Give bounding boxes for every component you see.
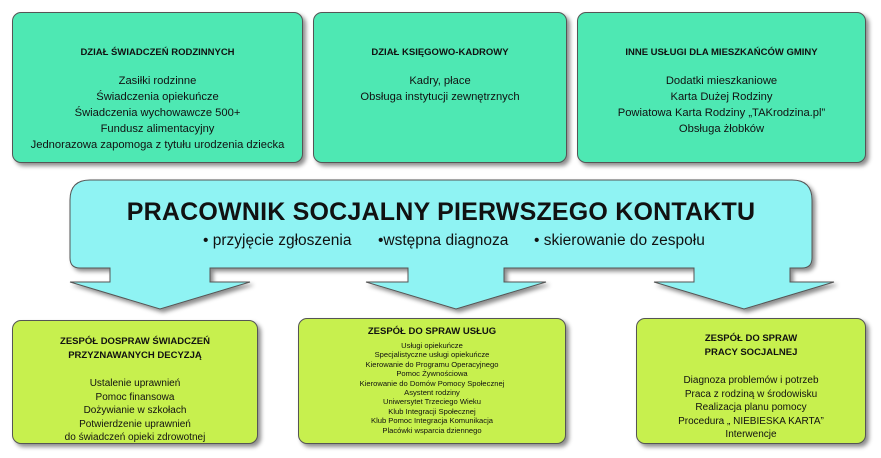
list-item: Realizacja planu pomocy: [695, 402, 807, 413]
services-team-box: [298, 318, 566, 444]
list-item: Potwierdzenie uprawnień: [79, 418, 191, 430]
list-item: Usługi opiekuńcze: [401, 341, 463, 350]
list-item: Interwencje: [725, 429, 777, 440]
list-item: Fundusz alimentacyjny: [100, 123, 215, 135]
list-item: Kadry, płace: [409, 75, 471, 87]
social-work-team-box: [636, 318, 866, 444]
list-item: Uniwersytet Trzeciego Wieku: [383, 397, 481, 407]
list-item: Placówki wsparcia dziennego: [382, 425, 482, 435]
box-item-list: [299, 341, 565, 435]
list-item: Obsługa instytucji zewnętrznych: [360, 91, 520, 103]
accounting-hr-department-box: [313, 12, 567, 163]
list-item: Ustalenie uprawnień: [89, 378, 181, 389]
family-benefits-department-box: [12, 12, 303, 163]
list-item: Pomoc Żywnościowa: [396, 369, 468, 379]
list-item: Obsługa żłobków: [678, 123, 765, 135]
box-item-list: [578, 73, 865, 137]
list-item: Jednorazowa zapomoga z tytułu urodzenia dziecka: [30, 139, 285, 151]
list-item: Klub Integracji Społecznej: [388, 406, 476, 416]
list-item: do świadczeń opieki zdrowotnej: [64, 432, 206, 443]
box-item-list: [314, 73, 566, 105]
other-services-box: [577, 12, 866, 163]
box-title: DZIAŁ KSIĘGOWO-KADROWY: [371, 47, 509, 58]
list-item: Dodatki mieszkaniowe: [665, 75, 778, 87]
banner-bullet-intake: • przyjęcie zgłoszenia: [203, 232, 352, 249]
list-item: Zasiłki rodzinne: [118, 75, 197, 87]
box-title-line: PRZYZNAWANYCH DECYZJĄ: [68, 350, 202, 361]
box-item-list: [13, 377, 257, 445]
list-item: Diagnoza problemów i potrzeb: [683, 375, 819, 386]
banner-bullet-referral: • skierowanie do zespołu: [534, 232, 705, 249]
box-title: [13, 335, 257, 363]
list-item: Asystent rodziny: [404, 388, 460, 398]
box-title: [299, 325, 565, 339]
box-title-line: ZESPÓŁ DO SPRAW USŁUG: [367, 326, 497, 337]
list-item: Pomoc finansowa: [95, 391, 175, 403]
box-title-line: ZESPÓŁ DO SPRAW: [704, 333, 798, 344]
list-item: Świadczenia wychowawcze 500+: [74, 107, 241, 119]
list-item: Specjalistyczne usługi opiekuńcze: [374, 350, 490, 360]
box-item-list: [637, 374, 865, 442]
list-item: Praca z rodziną w środowisku: [684, 388, 818, 400]
list-item: Powiatowa Karta Rodziny „TAKrodzina.pl”: [617, 107, 826, 119]
list-item: Dożywianie w szkołach: [83, 405, 187, 416]
box-title-line: ZESPÓŁ DOSPRAW ŚWIADCZEŃ: [60, 336, 210, 347]
benefits-decision-team-box: [12, 320, 258, 444]
list-item: Klub Pomoc Integracja Komunikacja: [371, 416, 493, 426]
list-item: Kierowanie do Programu Operacyjnego: [365, 359, 499, 369]
box-title: [637, 332, 865, 360]
banner-title: PRACOWNIK SOCJALNY PIERWSZEGO KONTAKTU: [126, 198, 756, 226]
box-title: INNE USŁUGI DLA MIESZKAŃCÓW GMINY: [625, 47, 818, 58]
box-title: DZIAŁ ŚWIADCZEŃ RODZINNYCH: [80, 47, 235, 58]
list-item: Karta Dużej Rodziny: [670, 91, 773, 103]
banner-bullet-diagnosis: •wstępna diagnoza: [378, 232, 509, 249]
box-item-list: [13, 73, 302, 153]
list-item: Świadczenia opiekuńcze: [96, 91, 219, 103]
list-item: Procedura „ NIEBIESKA KARTA”: [678, 415, 824, 427]
list-item: Kierowanie do Domów Pomocy Społecznej: [359, 378, 505, 388]
box-title-line: PRACY SOCJALNEJ: [704, 347, 798, 358]
